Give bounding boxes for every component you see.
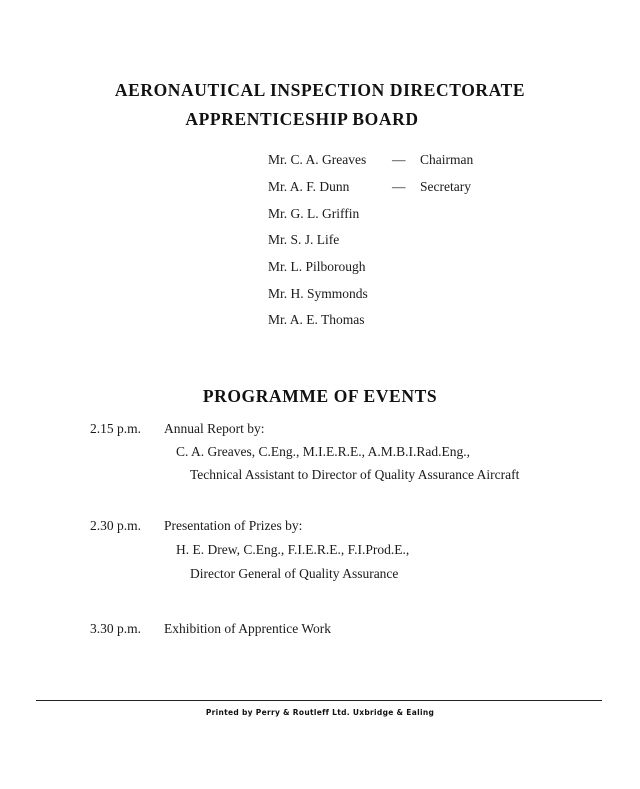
event-title: Annual Report by: (164, 421, 265, 436)
board-member-name: Mr. C. A. Greaves (268, 152, 367, 167)
role-dash: — (392, 179, 406, 194)
board-heading: APPRENTICESHIP BOARD (185, 109, 419, 129)
event-time: 2.30 p.m. (90, 518, 142, 533)
event-title: Presentation of Prizes by: (164, 518, 303, 533)
event-time: 3.30 p.m. (90, 621, 142, 636)
footer-rule (36, 700, 602, 701)
event-speaker-title: Director General of Quality Assurance (190, 566, 399, 581)
printer-credit: Printed by Perry & Routleff Ltd. Uxbridge & Ealing (205, 708, 435, 717)
board-member-name: Mr. A. E. Thomas (268, 312, 365, 327)
directorate-heading: AERONAUTICAL INSPECTION DIRECTORATE (114, 80, 526, 100)
event-speaker: H. E. Drew, C.Eng., F.I.E.R.E., F.I.Prod.E., (176, 542, 410, 557)
board-member-name: Mr. A. F. Dunn (268, 179, 350, 194)
event-title: Exhibition of Apprentice Work (164, 621, 332, 636)
board-member-name: Mr. G. L. Griffin (268, 206, 360, 221)
event-speaker-title: Technical Assistant to Director of Quality Assurance Aircraft (190, 467, 520, 482)
board-member-role: Secretary (420, 179, 471, 194)
event-speaker: C. A. Greaves, C.Eng., M.I.E.R.E., A.M.B.I.Rad.Eng., (176, 444, 470, 459)
programme-heading: PROGRAMME OF EVENTS (202, 386, 438, 406)
board-member-name: Mr. S. J. Life (268, 232, 340, 247)
board-member-name: Mr. L. Pilborough (268, 259, 366, 274)
role-dash: — (392, 152, 406, 167)
board-member-name: Mr. H. Symmonds (268, 286, 368, 301)
board-member-role: Chairman (420, 152, 474, 167)
event-time: 2.15 p.m. (90, 421, 142, 436)
